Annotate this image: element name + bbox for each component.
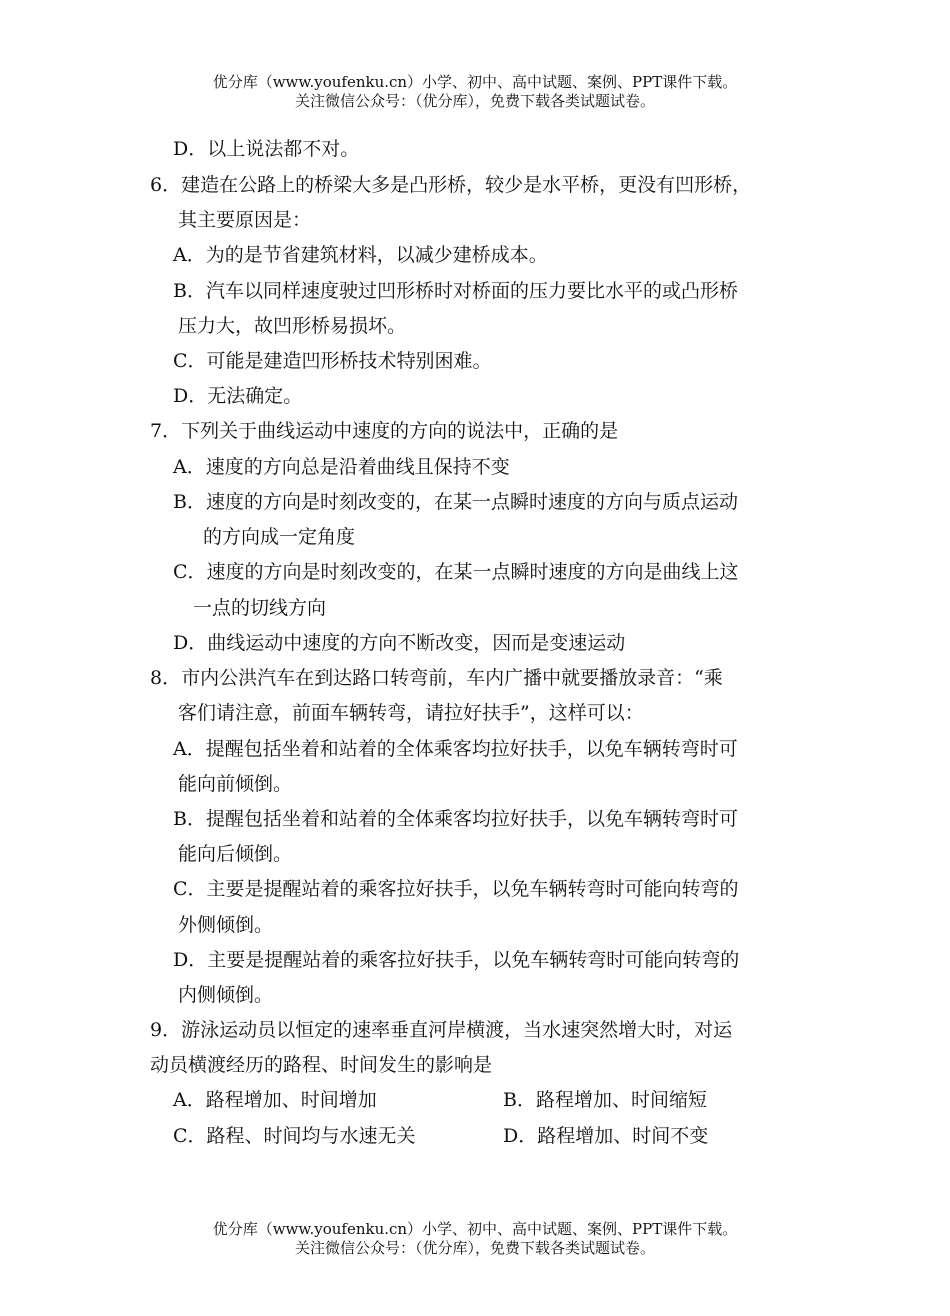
footer-line-1: 优分库（www.youfenku.cn）小学、初中、高中试题、案例、PPT课件下载。 <box>212 1220 738 1238</box>
q8-option-c-line-2: 外侧倾倒。 <box>178 914 274 936</box>
q8-option-c-line-1: C．主要是提醒站着的乘客拉好扶手，以免车辆转弯时可能向转弯的 <box>173 878 739 900</box>
page-footer <box>0 1220 950 1258</box>
q8-option-a-line-2: 能向前倾倒。 <box>178 773 293 795</box>
q7-stem: 7．下列关于曲线运动中速度的方向的说法中，正确的是 <box>150 420 619 442</box>
q6-option-c: C．可能是建造凹形桥技术特别困难。 <box>173 350 492 372</box>
q7-option-b-line-1: B．速度的方向是时刻改变的，在某一点瞬时速度的方向与质点运动 <box>173 491 738 513</box>
q9-stem-line-2: 动员横渡经历的路程、时间发生的影响是 <box>150 1054 493 1076</box>
q8-stem-line-2: 客们请注意，前面车辆转弯，请拉好扶手”，这样可以： <box>178 702 644 724</box>
q9-option-d: D．路程增加、时间不变 <box>503 1125 709 1147</box>
q8-option-b-line-2: 能向后倾倒。 <box>178 843 293 865</box>
q6-option-b-line-1: B．汽车以同样速度驶过凹形桥时对桥面的压力要比水平的或凸形桥 <box>173 280 738 302</box>
q8-option-d-line-2: 内侧倾倒。 <box>178 984 274 1006</box>
q8-option-d-line-1: D．主要是提醒站着的乘客拉好扶手，以免车辆转弯时可能向转弯的 <box>173 949 740 971</box>
q6-option-a: A．为的是节省建筑材料，以减少建桥成本。 <box>173 244 548 266</box>
q5-option-d: D．以上说法都不对。 <box>173 138 360 160</box>
footer-line-2: 关注微信公众号：（优分库），免费下载各类试题试卷。 <box>294 1239 655 1257</box>
q6-stem-line-1: 6．建造在公路上的桥梁大多是凸形桥，较少是水平桥，更没有凹形桥， <box>150 174 752 196</box>
q9-option-c: C．路程、时间均与水速无关 <box>173 1125 416 1147</box>
q9-option-b: B．路程增加、时间缩短 <box>503 1089 707 1111</box>
q8-stem-line-1: 8．市内公洪汽车在到达路口转弯前，车内广播中就要播放录音：“乘 <box>150 667 723 689</box>
q7-option-a: A．速度的方向总是沿着曲线且保持不变 <box>173 456 510 478</box>
q7-option-c-line-2: 一点的切线方向 <box>193 597 327 619</box>
q6-option-b-line-2: 压力大，故凹形桥易损坏。 <box>178 315 407 337</box>
q8-option-b-line-1: B．提醒包括坐着和站着的全体乘客均拉好扶手，以免车辆转弯时可 <box>173 808 738 830</box>
q7-option-b-line-2: 的方向成一定角度 <box>203 526 356 548</box>
q6-stem-line-2: 其主要原因是： <box>178 209 312 231</box>
q6-option-d: D．无法确定。 <box>173 385 303 407</box>
q9-option-a: A．路程增加、时间增加 <box>173 1089 377 1111</box>
q7-option-c-line-1: C．速度的方向是时刻改变的，在某一点瞬时速度的方向是曲线上这 <box>173 561 739 583</box>
q8-option-a-line-1: A．提醒包括坐着和站着的全体乘客均拉好扶手，以免车辆转弯时可 <box>173 738 738 760</box>
header-line-1: 优分库（www.youfenku.cn）小学、初中、高中试题、案例、PPT课件下载。 <box>212 73 738 91</box>
page-header <box>0 73 950 111</box>
q9-stem-line-1: 9．游泳运动员以恒定的速率垂直河岸横渡，当水速突然增大时，对运 <box>150 1019 733 1041</box>
q7-option-d: D．曲线运动中速度的方向不断改变，因而是变速运动 <box>173 632 626 654</box>
header-line-2: 关注微信公众号：（优分库），免费下载各类试题试卷。 <box>294 92 655 110</box>
